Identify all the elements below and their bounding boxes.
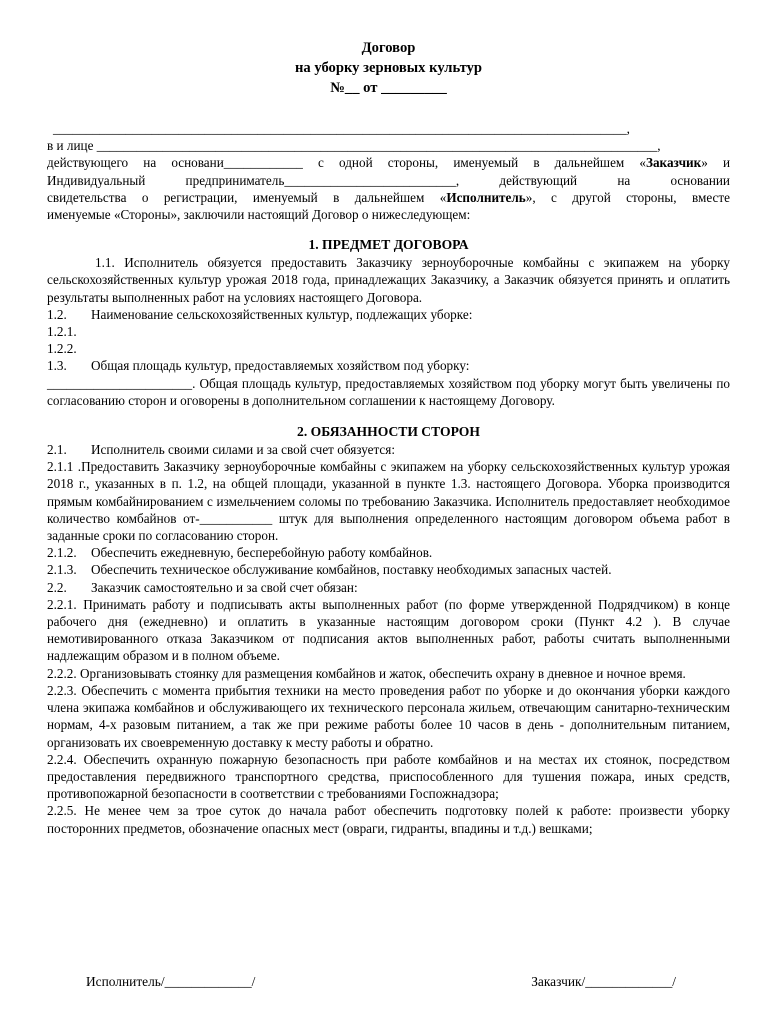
section-1-heading: 1. ПРЕДМЕТ ДОГОВОРА [308,237,469,253]
preamble-line-6: именуемые «Стороны», заключили настоящий Договор о нижеследующем: [47,207,471,223]
clause-2-2: 2.2. Заказчик самостоятельно и за свой счет обязан: [47,579,358,595]
title-line-2: на уборку зерновых культур [294,60,483,76]
clause-2-2-4: 2.2.4. Обеспечить охранную пожарную безопасность при работе комбайнов и на местах их стоянок, посредством предоставления передвижного транспортного средства, приспособленного для тушения пожара, иных средств, противопожарной безопасности в соответствии с требованиями Госпожнадзора; [47,751,730,802]
section-2-heading: 2. ОБЯЗАННОСТИ СТОРОН [297,424,480,440]
clause-2-1-2: 2.1.2. Обеспечить ежедневную, бесперебойную работу комбайнов. [47,545,433,561]
clause-2-1-3: 2.1.3. Обеспечить техническое обслуживание комбайнов, поставку необходимых запасных частей. [47,562,612,578]
clause-2-2-3: 2.2.3. Обеспечить с момента прибытия техники на место проведения работ по уборке и до окончания уборки каждого члена экипажа комбайнов и обслуживающего их технического персонала жильем, отвечающим санитарно-техническим нормам, 4-х разовым питанием, а так же при режиме работы более 10 часов в день - дополнительным питанием, организовать их своевременную доставку к месту работы и обратно. [47,682,730,750]
preamble-line-4: Индивидуальный предприниматель__________________________, действующий на основании [47,172,730,188]
clause-1-3: 1.3. Общая площадь культур, предоставляемых хозяйством под уборку: [47,358,470,374]
preamble-line-1: _______________________________________________________________________________________, [53,121,630,136]
clause-2-2-1: 2.2.1. Принимать работу и подписывать акты выполненных работ (по форме утвержденной Подрядчиком) в конце рабочего дня (ежедневно) и оплатить в указанные настоящим договором сроки (Пункт 4.2 ). В случае немотивированного отказа Заказчиком от подписания актов выполненных работ, работы считать выполненными надлежащим образом и в полном объеме. [47,596,730,664]
executor-signature: Исполнитель/_____________/ [86,974,256,989]
preamble-line-3: действующего на основани____________ с одной стороны, именуемый в дальнейшем «Заказчик» и [47,155,731,171]
clause-2-2-2: 2.2.2. Организовывать стоянку для размещения комбайнов и жаток, обеспечить охрану в дневное и ночное время. [47,665,686,681]
clause-1-2: 1.2. Наименование сельскохозяйственных культур, подлежащих уборке: [47,306,473,322]
contract-page [47,38,730,837]
customer-term: Заказчик [646,155,702,171]
title-line-1: Договор [361,40,416,56]
preamble-line-5: свидетельства о регистрации, именуемый в дальнейшем «Исполнитель», с другой стороны, вместе [47,189,730,205]
clause-2-2-5: 2.2.5. Не менее чем за трое суток до начала работ обеспечить подготовку полей к работе: произвести уборку посторонних предметов, обозначение опасных мест (овраги, гидранты, впадины и т.д.) вешками; [47,803,730,836]
clause-1-3-continued: ______________________. Общая площадь культур, предоставляемых хозяйством под уборку могут быть увеличены по согласованию сторон и оговорены в дополнительном соглашении к настоящему Договору. [47,375,730,408]
title-line-3: №__ от _________ [330,80,447,96]
executor-term: Исполнитель [446,189,526,205]
clause-2-1-1: 2.1.1 .Предоставить Заказчику зерноуборочные комбайны с экипажем на уборку сельскохозяйственных культур урожая 2018 г., указанных в п. 1.2, на общей площади, указанной в пункте 1.3. настоящего Договора. Уборка производится прямым комбайнированием с измельчением соломы по требованию Заказчика. Исполнитель предоставляет необходимое количество комбайнов от-___________ штук для выполнения определенного настоящим договором объема работ в заданные сроки по согласованию сторон. [47,459,730,544]
clause-2-1: 2.1. Исполнитель своими силами и за свой счет обязуется: [47,442,395,458]
clause-1-1: 1.1. Исполнитель обязуется предоставить Заказчику зерноуборочные комбайны с экипажем на уборку сельскохозяйственных культур урожая 2018 года, принадлежащих Заказчику, а Заказчик обязуется принять и оплатить результаты выполненных работ на условиях настоящего Договора. [47,255,730,305]
customer-signature: Заказчик/_____________/ [531,974,676,989]
preamble-line-2: в и лице _____________________________________________________________________________________, [47,138,661,154]
clause-1-2-2: 1.2.2. [47,341,77,357]
clause-1-2-1: 1.2.1. [47,324,77,340]
signatures [86,973,676,990]
